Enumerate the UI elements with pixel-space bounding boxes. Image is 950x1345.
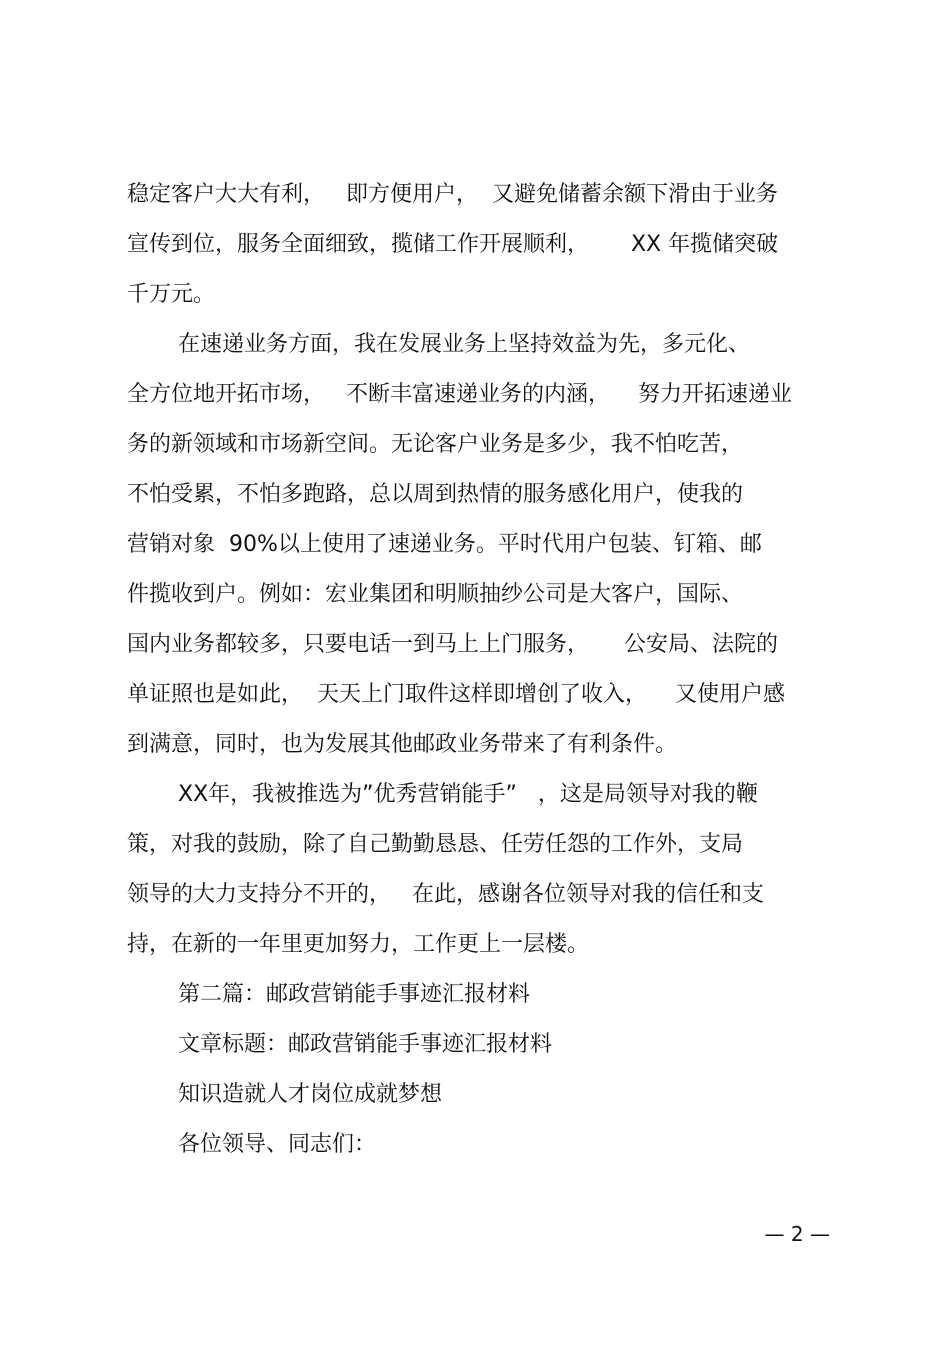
text-line: 营销对象 90%以上使用了速递业务。平时代用户包装、钉箱、邮	[127, 532, 762, 557]
text-line: 策，对我的鼓励，除了自己勤勤恳恳、任劳任怨的工作外，支局	[127, 832, 744, 857]
text-line: 不怕受累，不怕多跑路，总以周到热情的服务感化用户，使我的	[127, 482, 744, 507]
text-line: 千万元。	[127, 282, 216, 307]
text-line: 知识造就人才岗位成就梦想	[178, 1082, 443, 1107]
paragraph-start-line: XX年，我被推选为”优秀营销能手” ，这是局领导对我的鞭	[178, 782, 758, 807]
text-line: 宣传到位，服务全面细致，揽储工作开展顺利， XX 年揽储突破	[127, 232, 779, 257]
page-number: — 2 —	[764, 1222, 830, 1246]
text-line: 务的新领域和市场新空间。无论客户业务是多少，我不怕吃苦，	[127, 432, 744, 457]
text-line: 领导的大力支持分不开的， 在此，感谢各位领导对我的信任和支	[127, 882, 764, 907]
text-line: 稳定客户大大有利， 即方便用户， 又避免储蓄余额下滑由于业务	[127, 182, 778, 207]
text-line: 单证照也是如此， 天天上门取件这样即增创了收入， 又使用户感	[127, 682, 785, 707]
text-line: 国内业务都较多，只要电话一到马上上门服务， 公安局、法院的	[127, 632, 778, 657]
text-line: 件揽收到户。例如：宏业集团和明顺抽纱公司是大客户，国际、	[127, 582, 744, 607]
article-title-line: 文章标题：邮政营销能手事迹汇报材料	[178, 1032, 553, 1057]
text-line: 到满意，同时，也为发展其他邮政业务带来了有利条件。	[127, 732, 678, 757]
paragraph-start-line: 在速递业务方面，我在发展业务上坚持效益为先，多元化、	[178, 332, 751, 357]
salutation-line: 各位领导、同志们：	[178, 1132, 377, 1157]
text-line: 全方位地开拓市场， 不断丰富速递业务的内涵， 努力开拓速递业	[127, 382, 792, 407]
section-heading-line: 第二篇：邮政营销能手事迹汇报材料	[178, 982, 531, 1007]
text-line: 持，在新的一年里更加努力，工作更上一层楼。	[127, 932, 590, 957]
